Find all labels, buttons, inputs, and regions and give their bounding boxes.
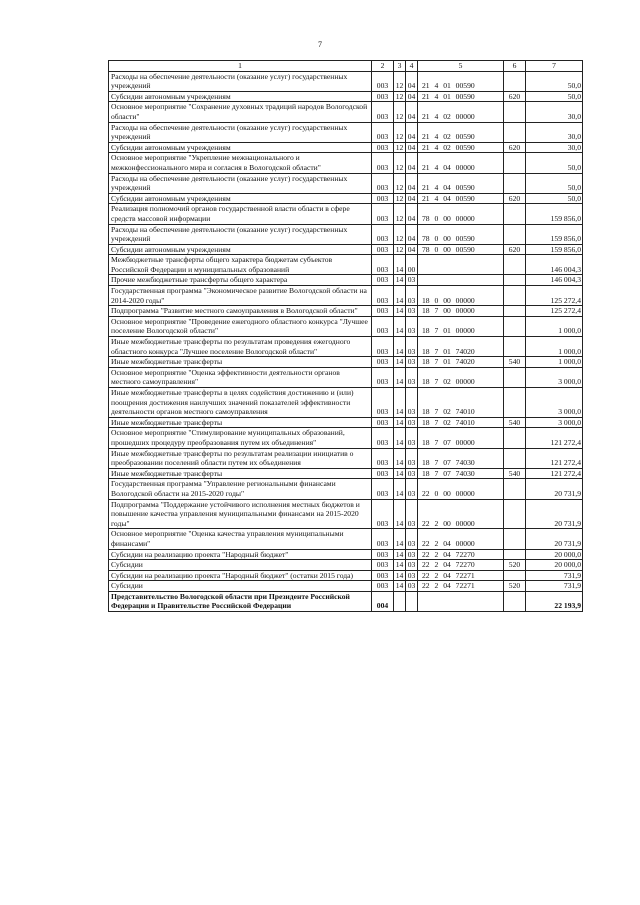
row-target-article-code: 21 4 04 00000 [418, 153, 504, 173]
row-expense-type-code [504, 316, 526, 336]
row-section-code: 12 [394, 244, 406, 255]
row-subsection-code: 03 [406, 570, 418, 581]
table-row [109, 428, 583, 448]
row-title: Подпрограмма "Развитие местного самоуправления в Вологодской области" [109, 306, 372, 317]
row-expense-type-code [504, 286, 526, 306]
row-target-article-code: 18 7 07 74030 [418, 448, 504, 468]
row-amount: 3 000,0 [526, 367, 583, 387]
row-amount: 50,0 [526, 91, 583, 102]
row-title: Основное мероприятие "Сохранение духовных традиций народов Вологодской области" [109, 102, 372, 122]
row-ministry-code: 003 [372, 142, 394, 153]
row-section-code: 14 [394, 549, 406, 560]
row-subsection-code: 03 [406, 357, 418, 368]
row-ministry-code: 003 [372, 224, 394, 244]
table-row [109, 193, 583, 204]
table-row [109, 91, 583, 102]
table-row [109, 357, 583, 368]
row-target-article-code: 18 7 01 74020 [418, 357, 504, 368]
row-expense-type-code [504, 122, 526, 142]
row-ministry-code: 003 [372, 337, 394, 357]
row-expense-type-code: 620 [504, 244, 526, 255]
row-target-article-code [418, 255, 504, 275]
row-section-code: 14 [394, 499, 406, 529]
row-title: Основное мероприятие "Укрепление межнационального и межконфессионального мира и согласия в Вологодской области" [109, 153, 372, 173]
row-target-article-code [418, 275, 504, 286]
row-subsection-code: 04 [406, 91, 418, 102]
row-amount: 50,0 [526, 153, 583, 173]
row-subsection-code: 03 [406, 428, 418, 448]
column-header-2: 2 [372, 61, 394, 72]
row-subsection-code: 03 [406, 286, 418, 306]
row-expense-type-code: 620 [504, 193, 526, 204]
row-title: Иные межбюджетные трансферты [109, 417, 372, 428]
row-amount: 146 004,3 [526, 255, 583, 275]
row-title: Реализация полномочий органов государственной власти области в сфере средств массовой информации [109, 204, 372, 224]
row-subsection-code: 03 [406, 549, 418, 560]
row-amount: 1 000,0 [526, 337, 583, 357]
row-amount: 159 856,0 [526, 224, 583, 244]
budget-table [108, 60, 583, 612]
row-section-code: 12 [394, 153, 406, 173]
row-target-article-code: 21 4 02 00590 [418, 142, 504, 153]
row-ministry-code: 003 [372, 244, 394, 255]
row-expense-type-code [504, 479, 526, 499]
row-target-article-code: 22 2 04 72270 [418, 560, 504, 571]
row-amount: 121 272,4 [526, 448, 583, 468]
page-number: 7 [318, 40, 322, 49]
row-amount: 20 000,0 [526, 560, 583, 571]
row-section-code: 14 [394, 428, 406, 448]
row-expense-type-code [504, 367, 526, 387]
column-header-5: 5 [418, 61, 504, 72]
row-amount: 30,0 [526, 142, 583, 153]
row-expense-type-code [504, 570, 526, 581]
row-subsection-code: 03 [406, 448, 418, 468]
row-amount: 3 000,0 [526, 417, 583, 428]
row-ministry-code: 003 [372, 102, 394, 122]
row-amount: 30,0 [526, 102, 583, 122]
row-amount: 20 000,0 [526, 549, 583, 560]
table-row [109, 388, 583, 418]
table-row [109, 448, 583, 468]
row-target-article-code: 22 0 00 00000 [418, 479, 504, 499]
row-target-article-code: 22 2 04 00000 [418, 529, 504, 549]
column-header-3: 3 [394, 61, 406, 72]
row-section-code: 14 [394, 570, 406, 581]
row-section-code: 14 [394, 479, 406, 499]
row-subsection-code: 04 [406, 142, 418, 153]
row-target-article-code: 22 2 00 00000 [418, 499, 504, 529]
row-expense-type-code [504, 428, 526, 448]
column-header-6: 6 [504, 61, 526, 72]
row-title: Межбюджетные трансферты общего характера бюджетам субъектов Российской Федерации и муниципальных образований [109, 255, 372, 275]
row-ministry-code: 003 [372, 255, 394, 275]
row-title: Субсидии на реализацию проекта "Народный бюджет" (остатки 2015 года) [109, 570, 372, 581]
row-section-code [394, 591, 406, 611]
row-ministry-code: 003 [372, 286, 394, 306]
row-amount: 20 731,9 [526, 479, 583, 499]
row-title: Иные межбюджетные трансферты в целях содействия достижению и (или) поощрения достижения наилучших значений показателей эффективности деятельности органов местного самоуправления [109, 388, 372, 418]
table-row [109, 102, 583, 122]
row-amount: 3 000,0 [526, 388, 583, 418]
row-subsection-code: 04 [406, 173, 418, 193]
row-ministry-code: 004 [372, 591, 394, 611]
row-target-article-code: 21 4 01 00590 [418, 71, 504, 91]
table-row [109, 306, 583, 317]
table-row [109, 316, 583, 336]
row-amount: 30,0 [526, 122, 583, 142]
row-subsection-code: 03 [406, 581, 418, 592]
row-expense-type-code [504, 388, 526, 418]
column-header-4: 4 [406, 61, 418, 72]
row-target-article-code: 18 7 00 00000 [418, 306, 504, 317]
table-row [109, 570, 583, 581]
row-subsection-code: 04 [406, 204, 418, 224]
row-amount: 1 000,0 [526, 357, 583, 368]
row-section-code: 14 [394, 367, 406, 387]
table-row [109, 479, 583, 499]
table-body [109, 71, 583, 611]
row-ministry-code: 003 [372, 549, 394, 560]
row-section-code: 14 [394, 337, 406, 357]
row-subsection-code: 03 [406, 306, 418, 317]
column-header-1: 1 [109, 61, 372, 72]
row-ministry-code: 003 [372, 388, 394, 418]
row-section-code: 14 [394, 357, 406, 368]
row-amount: 731,9 [526, 570, 583, 581]
row-target-article-code: 18 7 02 00000 [418, 367, 504, 387]
row-ministry-code: 003 [372, 367, 394, 387]
row-expense-type-code: 520 [504, 560, 526, 571]
row-subsection-code: 03 [406, 367, 418, 387]
row-expense-type-code: 620 [504, 91, 526, 102]
row-amount: 125 272,4 [526, 286, 583, 306]
row-expense-type-code: 520 [504, 581, 526, 592]
table-row [109, 367, 583, 387]
row-section-code: 12 [394, 204, 406, 224]
row-expense-type-code [504, 337, 526, 357]
row-target-article-code: 18 7 02 74010 [418, 417, 504, 428]
row-amount: 20 731,9 [526, 499, 583, 529]
table-row [109, 337, 583, 357]
row-target-article-code: 22 2 04 72271 [418, 570, 504, 581]
row-title: Основное мероприятие "Стимулирование муниципальных образований, прошедших процедуру преобразования путем их объединения" [109, 428, 372, 448]
row-target-article-code: 21 4 04 00590 [418, 173, 504, 193]
row-section-code: 12 [394, 71, 406, 91]
row-target-article-code: 21 4 04 00590 [418, 193, 504, 204]
row-title: Субсидии автономным учреждениям [109, 193, 372, 204]
row-title: Субсидии [109, 581, 372, 592]
row-title: Субсидии автономным учреждениям [109, 91, 372, 102]
table-row [109, 153, 583, 173]
row-ministry-code: 003 [372, 193, 394, 204]
row-target-article-code: 78 0 00 00590 [418, 244, 504, 255]
row-subsection-code: 00 [406, 255, 418, 275]
row-amount: 22 193,9 [526, 591, 583, 611]
row-subsection-code: 03 [406, 275, 418, 286]
table-row [109, 468, 583, 479]
table-row [109, 549, 583, 560]
row-section-code: 14 [394, 275, 406, 286]
row-subsection-code: 03 [406, 388, 418, 418]
row-section-code: 14 [394, 581, 406, 592]
row-target-article-code: 78 0 00 00590 [418, 224, 504, 244]
row-section-code: 14 [394, 448, 406, 468]
row-expense-type-code [504, 204, 526, 224]
row-expense-type-code [504, 102, 526, 122]
table-row [109, 255, 583, 275]
row-expense-type-code [504, 591, 526, 611]
row-subsection-code: 03 [406, 499, 418, 529]
row-expense-type-code: 540 [504, 417, 526, 428]
row-target-article-code: 21 4 01 00590 [418, 91, 504, 102]
row-ministry-code: 003 [372, 204, 394, 224]
row-subsection-code: 03 [406, 529, 418, 549]
row-target-article-code: 18 0 00 00000 [418, 286, 504, 306]
row-section-code: 12 [394, 193, 406, 204]
row-title: Иные межбюджетные трансферты [109, 357, 372, 368]
table-row [109, 560, 583, 571]
row-section-code: 14 [394, 529, 406, 549]
row-subsection-code: 03 [406, 468, 418, 479]
row-title: Иные межбюджетные трансферты по результатам реализации инициатив о преобразовании поселений области путем их объединения [109, 448, 372, 468]
row-title: Государственная программа "Экономическое развитие Вологодской области на 2014-2020 годы" [109, 286, 372, 306]
row-expense-type-code: 540 [504, 357, 526, 368]
row-expense-type-code [504, 173, 526, 193]
table-row [109, 417, 583, 428]
row-ministry-code: 003 [372, 581, 394, 592]
row-ministry-code: 003 [372, 71, 394, 91]
row-target-article-code: 18 7 07 74030 [418, 468, 504, 479]
row-section-code: 14 [394, 255, 406, 275]
row-amount: 159 856,0 [526, 204, 583, 224]
row-title: Субсидии автономным учреждениям [109, 142, 372, 153]
row-section-code: 14 [394, 560, 406, 571]
row-section-code: 14 [394, 468, 406, 479]
row-title: Расходы на обеспечение деятельности (оказание услуг) государственных учреждений [109, 224, 372, 244]
row-title: Иные межбюджетные трансферты по результатам проведения ежегодного областного конкурса "Лучшее поселение Вологодской области" [109, 337, 372, 357]
row-ministry-code: 003 [372, 306, 394, 317]
table-row [109, 204, 583, 224]
row-subsection-code: 03 [406, 560, 418, 571]
row-title: Иные межбюджетные трансферты [109, 468, 372, 479]
row-title: Основное мероприятие "Проведение ежегодного областного конкурса "Лучшее поселение Вологодской области" [109, 316, 372, 336]
row-section-code: 12 [394, 173, 406, 193]
row-amount: 1 000,0 [526, 316, 583, 336]
row-target-article-code: 21 4 02 00590 [418, 122, 504, 142]
row-title: Государственная программа "Управление региональными финансами Вологодской области на 2015-2020 годы" [109, 479, 372, 499]
row-amount: 121 272,4 [526, 428, 583, 448]
row-section-code: 14 [394, 306, 406, 317]
row-expense-type-code [504, 255, 526, 275]
row-section-code: 14 [394, 316, 406, 336]
row-subsection-code: 04 [406, 122, 418, 142]
row-subsection-code: 04 [406, 153, 418, 173]
table-row [109, 142, 583, 153]
row-amount: 121 272,4 [526, 468, 583, 479]
table-row [109, 224, 583, 244]
table-row [109, 529, 583, 549]
table-row [109, 71, 583, 91]
row-amount: 159 856,0 [526, 244, 583, 255]
row-title: Субсидии [109, 560, 372, 571]
row-title: Основное мероприятие "Оценка качества управления муниципальными финансами" [109, 529, 372, 549]
table-row [109, 173, 583, 193]
row-ministry-code: 003 [372, 122, 394, 142]
row-title: Расходы на обеспечение деятельности (оказание услуг) государственных учреждений [109, 71, 372, 91]
row-title: Расходы на обеспечение деятельности (оказание услуг) государственных учреждений [109, 173, 372, 193]
row-subsection-code: 04 [406, 193, 418, 204]
row-ministry-code: 003 [372, 275, 394, 286]
row-ministry-code: 003 [372, 479, 394, 499]
row-expense-type-code: 540 [504, 468, 526, 479]
row-section-code: 12 [394, 224, 406, 244]
row-title: Субсидии на реализацию проекта "Народный бюджет" [109, 549, 372, 560]
table-header-row [109, 61, 583, 72]
row-ministry-code: 003 [372, 499, 394, 529]
row-target-article-code: 18 7 01 74020 [418, 337, 504, 357]
row-section-code: 12 [394, 122, 406, 142]
table-row [109, 286, 583, 306]
row-section-code: 14 [394, 388, 406, 418]
row-section-code: 14 [394, 417, 406, 428]
row-amount: 50,0 [526, 173, 583, 193]
row-target-article-code: 21 4 02 00000 [418, 102, 504, 122]
row-target-article-code: 18 7 01 00000 [418, 316, 504, 336]
row-target-article-code: 18 7 07 00000 [418, 428, 504, 448]
row-title: Представительство Вологодской области при Президенте Российской Федерации и Правительстве Российской Федерации [109, 591, 372, 611]
row-section-code: 12 [394, 142, 406, 153]
row-title: Прочие межбюджетные трансферты общего характера [109, 275, 372, 286]
row-subsection-code: 04 [406, 224, 418, 244]
table-row [109, 122, 583, 142]
row-ministry-code: 003 [372, 560, 394, 571]
row-expense-type-code [504, 306, 526, 317]
row-target-article-code: 22 2 04 72271 [418, 581, 504, 592]
row-expense-type-code [504, 499, 526, 529]
table-row [109, 275, 583, 286]
row-expense-type-code [504, 153, 526, 173]
row-amount: 50,0 [526, 193, 583, 204]
row-target-article-code: 18 7 02 74010 [418, 388, 504, 418]
row-ministry-code: 003 [372, 417, 394, 428]
row-subsection-code: 04 [406, 102, 418, 122]
row-subsection-code: 03 [406, 417, 418, 428]
row-section-code: 12 [394, 91, 406, 102]
row-ministry-code: 003 [372, 529, 394, 549]
row-subsection-code: 03 [406, 316, 418, 336]
row-subsection-code [406, 591, 418, 611]
table-row [109, 581, 583, 592]
table-row [109, 591, 583, 611]
row-subsection-code: 04 [406, 244, 418, 255]
row-ministry-code: 003 [372, 357, 394, 368]
row-ministry-code: 003 [372, 448, 394, 468]
row-ministry-code: 003 [372, 428, 394, 448]
row-ministry-code: 003 [372, 173, 394, 193]
row-expense-type-code [504, 224, 526, 244]
row-ministry-code: 003 [372, 153, 394, 173]
row-expense-type-code: 620 [504, 142, 526, 153]
row-amount: 125 272,4 [526, 306, 583, 317]
row-expense-type-code [504, 529, 526, 549]
column-header-7: 7 [526, 61, 583, 72]
row-section-code: 14 [394, 286, 406, 306]
row-expense-type-code [504, 448, 526, 468]
row-subsection-code: 03 [406, 337, 418, 357]
row-expense-type-code [504, 549, 526, 560]
row-target-article-code: 22 2 04 72270 [418, 549, 504, 560]
row-ministry-code: 003 [372, 570, 394, 581]
row-title: Основное мероприятие "Оценка эффективности деятельности органов местного самоуправления" [109, 367, 372, 387]
row-ministry-code: 003 [372, 91, 394, 102]
row-ministry-code: 003 [372, 468, 394, 479]
row-amount: 20 731,9 [526, 529, 583, 549]
row-amount: 731,9 [526, 581, 583, 592]
row-target-article-code: 78 0 00 00000 [418, 204, 504, 224]
row-title: Расходы на обеспечение деятельности (оказание услуг) государственных учреждений [109, 122, 372, 142]
row-expense-type-code [504, 275, 526, 286]
row-title: Подпрограмма "Поддержание устойчивого исполнения местных бюджетов и повышение качества управления муниципальными финансами на 2015-2020 годы" [109, 499, 372, 529]
row-target-article-code [418, 591, 504, 611]
row-expense-type-code [504, 71, 526, 91]
row-title: Субсидии автономным учреждениям [109, 244, 372, 255]
row-amount: 50,0 [526, 71, 583, 91]
row-subsection-code: 04 [406, 71, 418, 91]
row-amount: 146 004,3 [526, 275, 583, 286]
row-section-code: 12 [394, 102, 406, 122]
table-row [109, 244, 583, 255]
row-ministry-code: 003 [372, 316, 394, 336]
table-row [109, 499, 583, 529]
row-subsection-code: 03 [406, 479, 418, 499]
